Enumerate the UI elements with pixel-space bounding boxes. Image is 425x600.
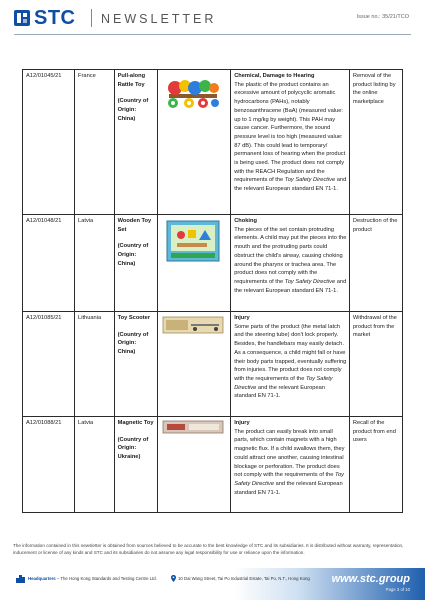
- country-of-origin: (Country of Origin: China): [117, 331, 149, 356]
- product-image-cell: [158, 215, 231, 312]
- table-row: [23, 312, 403, 417]
- product-photo: [161, 419, 225, 435]
- product-cell: [114, 417, 158, 513]
- product-cell: [114, 215, 158, 312]
- product-name: Wooden Toy Set: [117, 218, 152, 233]
- website-link[interactable]: www.stc.group: [331, 573, 410, 585]
- notification-code: A12/01045/21: [23, 70, 75, 215]
- product-name: Toy Scooter: [117, 315, 151, 321]
- risk-title: Choking: [234, 218, 257, 224]
- headquarters-line: Headquarters – The Hong Kong Standards and Testing Centre Ltd.: [28, 576, 157, 581]
- risk-title: Injury: [234, 420, 250, 426]
- risk-description: Some parts of the product (the metal latch and the steering tube) don't lock properly. Besides, the handlebars may easily detach. As a consequence, a child might fall or have their body parts trapped, eventually suffering from injuries. The product does not comply with the requirements of the Toy Safety Directive and the relevant European standard EN 71-1.: [234, 323, 347, 400]
- risk-description: The pieces of the set contain protruding elements. A child may put the pieces into the mouth and the protruding parts could obstruct the child's airway, causing choking around the pharynx or trachea area. The product does not comply with the requirements of the Toy Safety Directive and the relevant European standard EN 71-1.: [234, 226, 347, 294]
- notifying-country: Latvia: [75, 215, 115, 312]
- measure-cell: Destruction of the product: [349, 215, 402, 312]
- product-photo: [161, 72, 225, 116]
- product-cell: [114, 70, 158, 215]
- product-photo: [161, 217, 225, 265]
- section-title: NEWSLETTER: [101, 12, 217, 26]
- notifying-country: Latvia: [75, 417, 115, 513]
- logo-text: STC: [34, 7, 76, 29]
- notification-code: A12/01048/21: [23, 215, 75, 312]
- measure-cell: Withdrawal of the product from the market: [349, 312, 402, 417]
- country-of-origin: (Country of Origin: China): [117, 243, 149, 267]
- product-photo: [161, 314, 225, 336]
- product-cell: [114, 312, 158, 417]
- stc-logo-icon: [14, 10, 30, 26]
- address: 10 Dai Wang Street, Tai Po Industrial Estate, Tai Po, N.T., Hong Kong: [178, 576, 310, 581]
- disclaimer: The information contained in this newsletter is obtained from sources believed to be accurate to the best knowledge of STC and its subsidiaries. It is distributed without warranty, representation, inducement or license of any kinds and STC and its subsidiaries do not assume any legal responsibility for use or reliance upon the information.: [13, 543, 404, 555]
- risk-description: The product can easily break into small parts, which contain magnets with a high magnetic flux. If a child swallows them, they could attract one another, causing intestinal blockage or perforation. The product does not comply with the requirements of the Toy Safety Directive and the relevant European standard EN 71-1.: [234, 428, 345, 496]
- measure-cell: Removal of the product listing by the online marketplace: [349, 70, 402, 215]
- issue-number: Issue no.: 35/21/TCO: [356, 14, 409, 20]
- country-of-origin: (Country of Origin: Ukraine): [117, 436, 149, 461]
- location-pin-icon: [171, 575, 176, 582]
- measure-cell: Recall of the product from end users: [349, 417, 402, 513]
- hazard-cell: [231, 312, 350, 417]
- hazard-cell: [231, 215, 350, 312]
- notification-code: A12/01085/21: [23, 312, 75, 417]
- newsletter-header: [0, 0, 425, 34]
- risk-title: Chemical, Damage to Hearing: [234, 73, 315, 79]
- risk-title: Injury: [234, 315, 250, 321]
- recall-table: [22, 69, 403, 513]
- table-row: [23, 70, 403, 215]
- product-image-cell: [158, 417, 231, 513]
- product-name: Magnetic Toy: [117, 420, 154, 426]
- product-image-cell: [158, 70, 231, 215]
- risk-description: The plastic of the product contains an excessive amount of polycyclic aromatic hydrocarbons (PAHs), notably benzoaanthracene (BaA) (measured value: up to 1 mg/kg by weight). This PAH may cause cancer. Furthermore, the sound pressure level is too high (measured value: 87 dB). This could lead to temporary/ permanent loss of hearing when the product is being used. The product does not comply with the REACH Regulation and the requirements of the Toy Safety Directive and the relevant European standard EN 71-1.: [234, 81, 347, 193]
- table-row: [23, 215, 403, 312]
- notifying-country: Lithuania: [75, 312, 115, 417]
- notification-code: A12/01088/21: [23, 417, 75, 513]
- page-number: Page 3 of 10: [385, 587, 410, 592]
- hazard-cell: [231, 417, 350, 513]
- hazard-cell: [231, 70, 350, 215]
- table-row: [23, 417, 403, 513]
- product-image-cell: [158, 312, 231, 417]
- product-name: Pull-along Rattle Toy: [117, 73, 146, 88]
- building-icon: [16, 575, 25, 583]
- header-rule: [14, 34, 411, 35]
- notifying-country: France: [75, 70, 115, 215]
- country-of-origin: (Country of Origin: China): [117, 98, 149, 122]
- header-divider: [91, 9, 92, 27]
